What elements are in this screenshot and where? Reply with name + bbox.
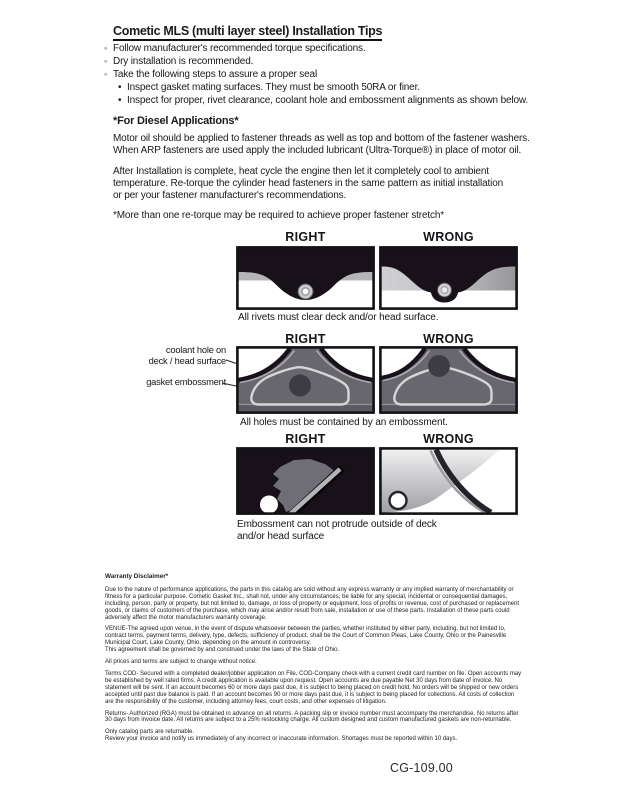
caption-line: Embossment can not protrude outside of deck bbox=[237, 519, 437, 530]
pair3-wrong-diagram bbox=[379, 447, 518, 515]
bolt-hole bbox=[260, 496, 278, 514]
pair3-right-diagram bbox=[236, 447, 375, 515]
paragraph-line: Motor oil should be applied to fastener threads as well as top and bottom of the fastener washers. bbox=[113, 133, 530, 144]
open-bullet-icon: ◦ bbox=[104, 43, 108, 53]
bullet-icon: • bbox=[118, 95, 122, 106]
list-item bbox=[104, 42, 528, 55]
caption-line: and/or head surface bbox=[237, 530, 325, 542]
pair3-right-label: RIGHT bbox=[285, 432, 326, 446]
pair2-right-label: RIGHT bbox=[285, 332, 326, 346]
paragraph-line: temperature. Re-torque the cylinder head fasteners in the same pattern as initial installation bbox=[113, 178, 504, 190]
tip-text: Take the following steps to assure a proper seal bbox=[113, 69, 318, 80]
annotation-line: coolant hole on bbox=[165, 345, 226, 355]
coolant-hole-annotation bbox=[108, 345, 226, 367]
diesel-paragraph-1 bbox=[113, 133, 530, 157]
pair2-caption: All holes must be contained by an embossment. bbox=[240, 417, 448, 428]
annotation-line: deck / head surface bbox=[148, 356, 226, 366]
disclaimer-heading: Warranty Disclaimer* bbox=[105, 573, 169, 580]
open-bullet-icon: ◦ bbox=[104, 69, 108, 79]
page-title: Cometic MLS (multi layer steel) Installation Tips bbox=[113, 24, 382, 41]
list-item bbox=[104, 68, 528, 81]
coolant-hole bbox=[428, 355, 450, 377]
paragraph-line: or per your fastener manufacturer's recommendations. bbox=[113, 190, 347, 202]
tip-text: Inspect for proper, rivet clearance, coolant hole and embossment alignments as shown below. bbox=[127, 95, 529, 106]
disclaimer-paragraph: Review your invoice and notify us immediately of any incorrect or inaccurate information. Shortages must be reported within 10 days. bbox=[105, 736, 458, 743]
diesel-paragraph-2 bbox=[113, 166, 503, 203]
pair2-wrong-diagram bbox=[379, 346, 518, 414]
diesel-heading: *For Diesel Applications* bbox=[113, 115, 239, 127]
pair2-wrong-label: WRONG bbox=[423, 332, 474, 346]
warranty-disclaimer bbox=[105, 574, 524, 748]
open-bullet-icon: ◦ bbox=[104, 56, 108, 66]
bullet-icon: • bbox=[118, 82, 122, 93]
pair2-right-diagram bbox=[236, 346, 375, 414]
pair1-wrong-diagram bbox=[379, 246, 518, 310]
pair1-caption: All rivets must clear deck and/or head surface. bbox=[238, 312, 439, 323]
retorque-note: *More than one re-torque may be required to achieve proper fastener stretch* bbox=[113, 210, 445, 221]
pair1-wrong-label: WRONG bbox=[423, 230, 474, 244]
tip-text: Follow manufacturer's recommended torque specifications. bbox=[113, 43, 366, 54]
disclaimer-paragraph: Due to the nature of performance applications, the parts in this catalog are sold without any express warranty or any implied warranty of merchantability or fitness for a particular purpose. Cometic Gasket Inc., shall not, under any circumstances, be liable for any special, incidental or consequential damages, including, person, party or property, but not limited to, damage, or loss of property or equipment, loss of profits or revenue, cost of purchased or replacement goods, or claims of customers of the purchase, which may arise and/or result from sale, installation or use of these parts. Installation of these parts could adversely affect the motor manufacturers warranty coverage. bbox=[105, 586, 520, 621]
disclaimer-paragraph: This agreement shall be governed by and construed under the laws of the State of Ohio. bbox=[105, 647, 340, 654]
bolt-hole bbox=[390, 492, 407, 509]
list-item bbox=[118, 94, 528, 107]
pair3-caption bbox=[237, 519, 437, 542]
tip-text: Inspect gasket mating surfaces. They must be smooth 50RA or finer. bbox=[127, 82, 420, 93]
pair1-right-label: RIGHT bbox=[285, 230, 326, 244]
page-code: CG-109.00 bbox=[390, 761, 453, 775]
embossment-annotation: gasket embossment bbox=[146, 377, 226, 387]
disclaimer-paragraph: Only catalog parts are returnable. bbox=[105, 729, 195, 736]
tip-text: Dry installation is recommended. bbox=[113, 56, 254, 67]
paragraph-line: After Installation is complete, heat cycle the engine then let it completely cool to ambient bbox=[113, 166, 489, 177]
disclaimer-paragraph: All prices and terms are subject to change without notice. bbox=[105, 659, 257, 666]
paragraph-line: When ARP fasteners are used apply the included lubricant (Ultra-Torque®) in place of motor oil. bbox=[113, 145, 522, 157]
pair3-wrong-label: WRONG bbox=[423, 432, 474, 446]
list-item bbox=[104, 55, 528, 68]
coolant-hole bbox=[289, 375, 311, 397]
list-item bbox=[118, 81, 528, 94]
disclaimer-paragraph: VENUE-The agreed upon venue, in the event of dispute whatsoever between the parties, whether instituted by either party, including, but not limited to, contract terms, payment terms, delivery, type, defects, sufficiency of product, shall be the Court of Common Pleas, Lake County, Ohio or the Painesville Municipal Court, Lake County, Ohio, depending on the amount in controversy. bbox=[105, 626, 507, 647]
disclaimer-paragraph: Returns- Authorized (RGA) must be obtained in advance on all returns. A packing slip or invoice number must accompany the merchandise. No returns after 30 days from invoice date. All returns are subject to a 25% restocking charge. All custom designed and custom manufactured gaskets are non-returnable. bbox=[105, 710, 519, 724]
tips-list bbox=[104, 42, 528, 107]
disclaimer-paragraph: Terms COD- Secured with a completed dealer/jobber application on File, COD-Company check with a current credit card number on file. Open accounts may be established by well rated firms. A credit application is available upon request. Open accounts are due payable Net 30 days from date of invoice. No statement will be sent. If an account becomes 60 or more days past due, it is subject to being placed on credit hold. No orders will be shipped or new orders accepted until past due balance is paid. If an account becomes 90 or more days past due, it is subject to being placed for collections. All costs of collection are the responsibility of the customer, including attorney fees, court costs, and other expenses of litigation. bbox=[105, 670, 522, 705]
pair1-right-diagram bbox=[236, 246, 375, 310]
